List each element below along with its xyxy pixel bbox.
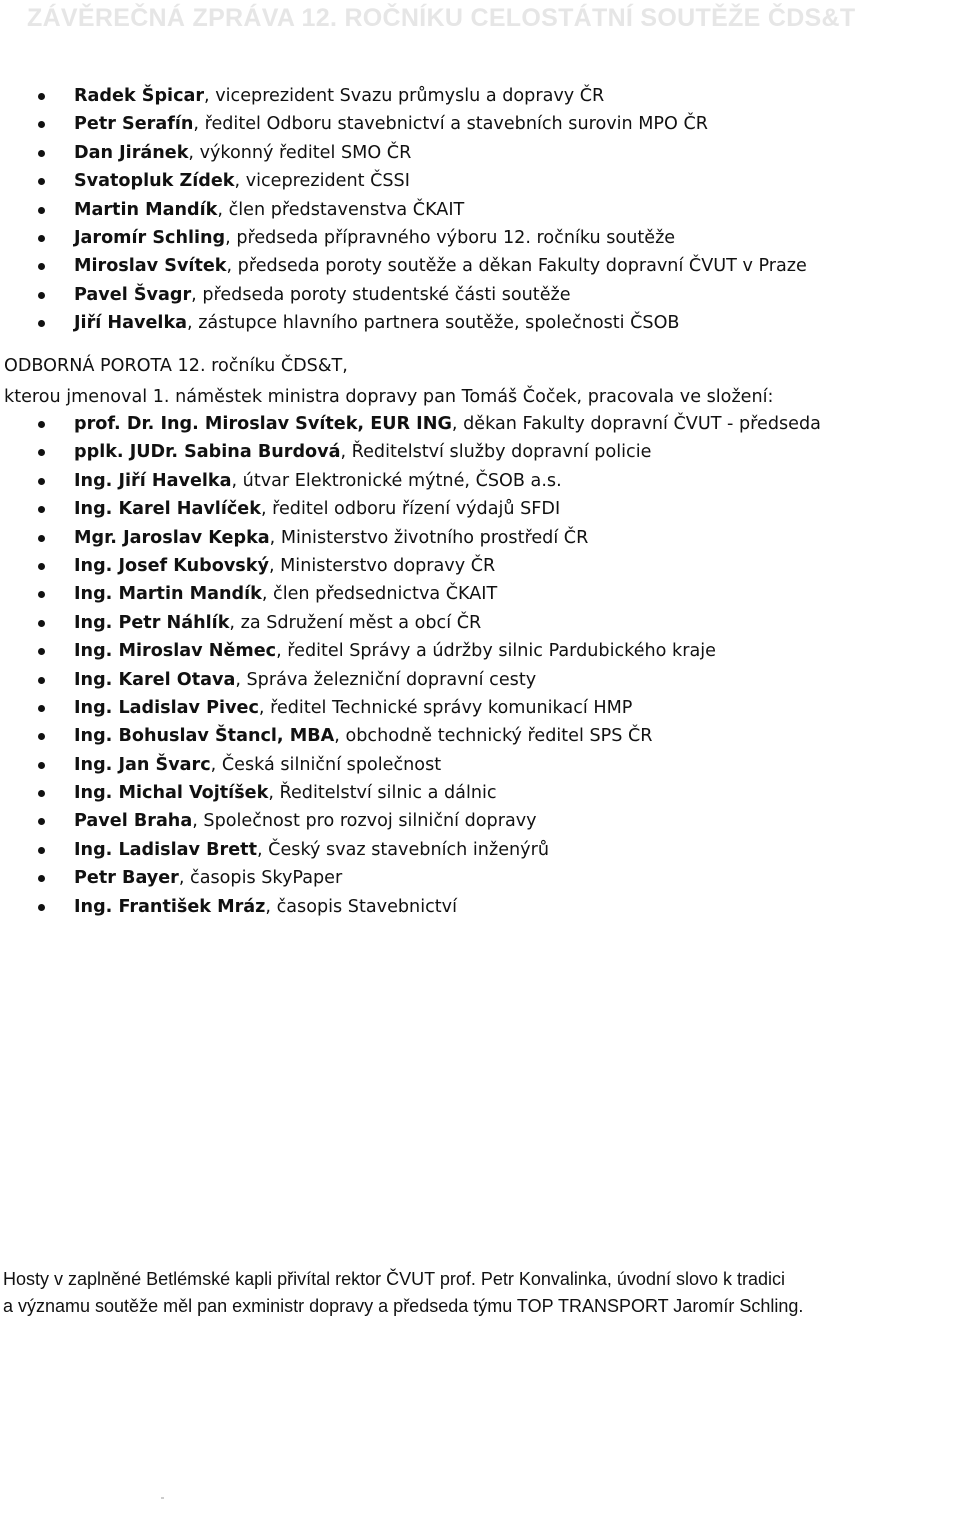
person-role: , Společnost pro rozvoj silniční dopravy — [192, 811, 537, 832]
bullet-icon — [38, 235, 45, 242]
bullet-icon — [38, 178, 45, 185]
jury-intro: kterou jmenoval 1. náměstek ministra dopravy pan Tomáš Čoček, pracovala ve složení: — [4, 387, 774, 407]
bullet-icon — [38, 705, 45, 712]
person-name: Ing. Jan Švarc — [74, 754, 211, 775]
jury-list-item — [0, 807, 960, 835]
person-role: , Česká silniční společnost — [210, 754, 442, 775]
bullet-icon — [38, 535, 45, 542]
person-name: Miroslav Svítek — [74, 256, 227, 277]
person-name: Ing. Ladislav Brett — [74, 839, 257, 860]
bullet-icon — [38, 904, 45, 911]
bullet-icon — [38, 563, 45, 570]
person-role: , ředitel Správy a údržby silnic Pardubického kraje — [276, 641, 716, 662]
jury-list-item — [0, 410, 960, 438]
jury-list-item — [0, 779, 960, 807]
bullet-icon — [38, 263, 45, 270]
person-role: , časopis Stavebnictví — [265, 896, 457, 917]
person-name: prof. Dr. Ing. Miroslav Svítek, EUR ING — [74, 414, 452, 434]
person-role: , Správa železniční dopravní cesty — [235, 669, 537, 690]
jury-list-item — [0, 893, 960, 921]
guest-list-item — [0, 224, 960, 252]
person-name: Pavel Braha — [74, 811, 193, 832]
person-role: , zástupce hlavního partnera soutěže, společnosti ČSOB — [187, 313, 680, 334]
person-name: Svatopluk Zídek — [74, 171, 235, 192]
person-role: , viceprezident ČSSI — [234, 171, 410, 192]
jury-list-item — [0, 836, 960, 864]
person-role: , časopis SkyPaper — [178, 868, 343, 889]
person-role: , člen představenstva ČKAIT — [217, 199, 465, 220]
bullet-icon — [38, 875, 45, 882]
person-name: Petr Serafín — [74, 114, 194, 135]
person-name: Ing. Jiří Havelka — [74, 470, 232, 491]
person-role: , viceprezident Svazu průmyslu a dopravy ČR — [204, 86, 605, 106]
jury-list-item — [0, 666, 960, 694]
person-role: , předseda poroty studentské části soutěže — [191, 284, 571, 305]
bullet-icon — [38, 207, 45, 214]
bullet-icon — [38, 121, 45, 128]
person-role: , za Sdružení měst a obcí ČR — [229, 612, 482, 633]
person-role: , Ředitelství služby dopravní policie — [340, 442, 652, 463]
guest-list-item — [0, 82, 960, 110]
bullet-icon — [38, 790, 45, 797]
jury-list — [0, 410, 960, 921]
closing-paragraph — [3, 1266, 959, 1320]
bullet-icon — [38, 591, 45, 598]
bullet-icon — [38, 847, 45, 854]
person-name: Ing. Martin Mandík — [74, 584, 262, 605]
person-name: Ing. František Mráz — [74, 896, 266, 917]
person-name: Ing. Karel Otava — [74, 669, 236, 690]
report-watermark-title: ZÁVĚREČNÁ ZPRÁVA 12. ROČNÍKU CELOSTÁTNÍ SOUTĚŽE ČDS&T — [27, 4, 856, 32]
jury-list-item — [0, 694, 960, 722]
bullet-icon — [38, 421, 45, 428]
jury-list-item — [0, 751, 960, 779]
person-role: , Český svaz stavebních inženýrů — [257, 839, 549, 860]
page-mark — [161, 1497, 164, 1499]
bullet-icon — [38, 762, 45, 769]
guest-list-item — [0, 252, 960, 280]
person-name: Ing. Michal Vojtíšek — [74, 783, 269, 804]
person-name: Ing. Bohuslav Štancl, MBA — [74, 726, 335, 747]
person-name: Mgr. Jaroslav Kepka — [74, 527, 270, 548]
guest-list-item — [0, 196, 960, 224]
bullet-icon — [38, 478, 45, 485]
guest-list-item — [0, 110, 960, 138]
bullet-icon — [38, 620, 45, 627]
person-name: Ing. Petr Náhlík — [74, 612, 230, 633]
bullet-icon — [38, 150, 45, 157]
person-name: Petr Bayer — [74, 868, 179, 889]
bullet-icon — [38, 818, 45, 825]
jury-list-item — [0, 637, 960, 665]
jury-list-item — [0, 524, 960, 552]
jury-list-item — [0, 467, 960, 495]
person-role: , předseda poroty soutěže a děkan Fakulty dopravní ČVUT v Praze — [226, 256, 807, 277]
jury-heading: ODBORNÁ POROTA 12. ročníku ČDS&T, — [4, 356, 348, 376]
jury-list-item — [0, 609, 960, 637]
person-name: Pavel Švagr — [74, 284, 192, 305]
closing-line-1: Hosty v zaplněné Betlémské kapli přivítal rektor ČVUT prof. Petr Konvalinka, úvodní slovo k tradici — [3, 1269, 786, 1289]
person-role: , ředitel Technické správy komunikací HMP — [258, 697, 633, 718]
guest-list-item — [0, 167, 960, 195]
person-role: , předseda přípravného výboru 12. ročníku soutěže — [225, 227, 676, 248]
person-name: Martin Mandík — [74, 199, 218, 220]
person-role: , ředitel odboru řízení výdajů SFDI — [260, 499, 561, 520]
person-role: , ředitel Odboru stavebnictví a stavebních surovin MPO ČR — [193, 114, 708, 135]
person-role: , Ministerstvo životního prostředí ČR — [269, 527, 589, 548]
person-role: , obchodně technický ředitel SPS ČR — [334, 726, 653, 747]
person-name: Radek Špicar — [74, 86, 205, 106]
jury-list-item — [0, 864, 960, 892]
jury-list-item — [0, 495, 960, 523]
person-role: , člen předsednictva ČKAIT — [261, 584, 498, 605]
person-name: Jiří Havelka — [74, 313, 188, 334]
bullet-icon — [38, 292, 45, 299]
closing-line-2: a významu soutěže měl pan exministr dopravy a předseda týmu TOP TRANSPORT Jaromír Schling. — [3, 1296, 804, 1316]
guest-list-item — [0, 139, 960, 167]
bullet-icon — [38, 506, 45, 513]
person-name: Ing. Josef Kubovský — [74, 555, 269, 576]
person-name: Jaromír Schling — [74, 227, 226, 248]
bullet-icon — [38, 449, 45, 456]
person-name: Ing. Miroslav Němec — [74, 641, 277, 662]
bullet-icon — [38, 93, 45, 100]
jury-list-item — [0, 438, 960, 466]
jury-list-item — [0, 580, 960, 608]
bullet-icon — [38, 733, 45, 740]
person-role: , útvar Elektronické mýtné, ČSOB a.s. — [231, 470, 562, 491]
person-name: Dan Jiránek — [74, 142, 189, 163]
person-role: , Ministerstvo dopravy ČR — [268, 555, 496, 576]
person-name: Ing. Ladislav Pivec — [74, 697, 259, 718]
bullet-icon — [38, 677, 45, 684]
jury-list-item — [0, 722, 960, 750]
bullet-icon — [38, 320, 45, 327]
person-role: , děkan Fakulty dopravní ČVUT - předseda — [451, 414, 821, 434]
person-name: pplk. JUDr. Sabina Burdová — [74, 442, 341, 463]
guest-list-item — [0, 281, 960, 309]
person-role: , Ředitelství silnic a dálnic — [268, 783, 497, 804]
jury-list-item — [0, 552, 960, 580]
bullet-icon — [38, 648, 45, 655]
guest-list-item — [0, 309, 960, 337]
person-role: , výkonný ředitel SMO ČR — [188, 142, 412, 163]
guest-list — [0, 82, 960, 338]
person-name: Ing. Karel Havlíček — [74, 499, 261, 520]
